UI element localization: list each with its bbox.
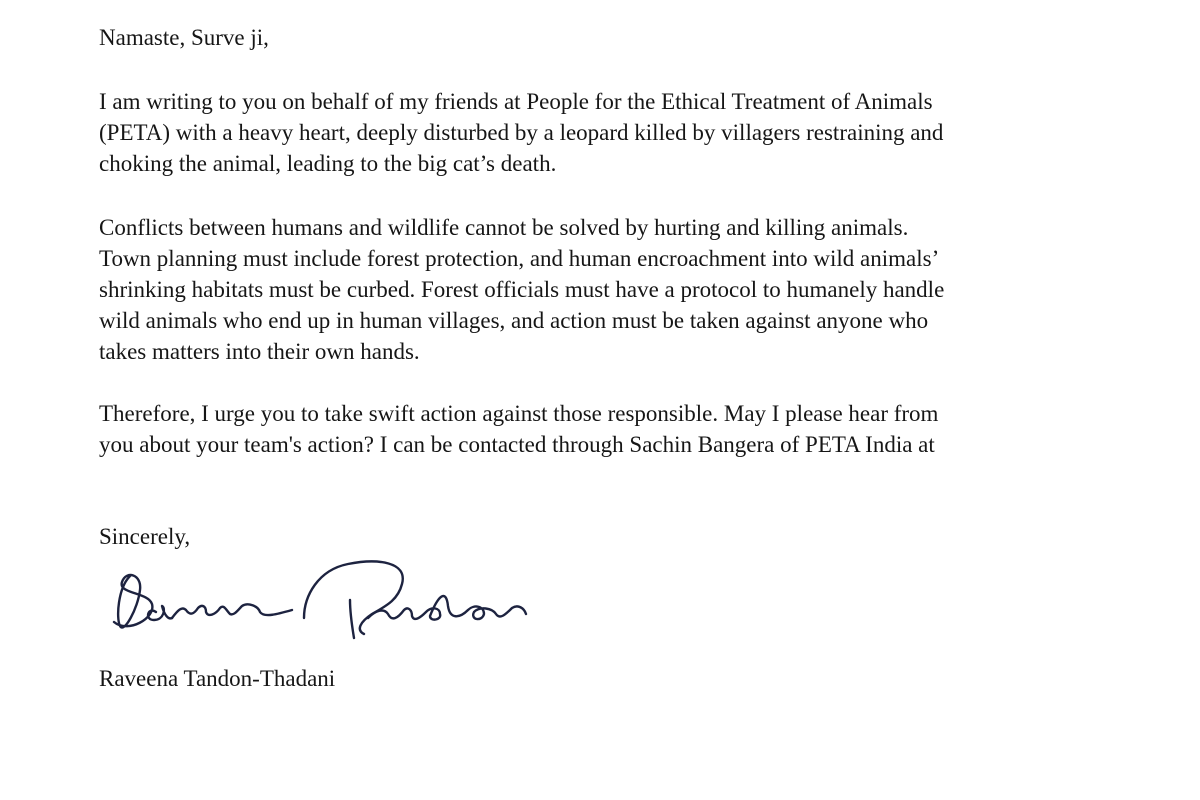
paragraph-2-line-4: wild animals who end up in human villages, and action must be taken against anyone who bbox=[99, 308, 929, 333]
paragraph-1-line-2: (PETA) with a heavy heart, deeply disturbed by a leopard killed by villagers restraining and bbox=[99, 120, 944, 145]
handwritten-signature bbox=[108, 548, 548, 658]
closing: Sincerely, bbox=[99, 524, 191, 549]
paragraph-3-line-1: Therefore, I urge you to take swift action against those responsible. May I please hear from bbox=[99, 401, 939, 426]
paragraph-2-line-3: shrinking habitats must be curbed. Forest officials must have a protocol to humanely handle bbox=[99, 277, 945, 302]
paragraph-3-line-2: you about your team's action? I can be contacted through Sachin Bangera of PETA India at bbox=[99, 432, 935, 457]
paragraph-1-line-1: I am writing to you on behalf of my friends at People for the Ethical Treatment of Animals bbox=[99, 89, 933, 114]
paragraph-2-line-1: Conflicts between humans and wildlife cannot be solved by hurting and killing animals. bbox=[99, 215, 909, 240]
paragraph-2-line-2: Town planning must include forest protection, and human encroachment into wild animals’ bbox=[99, 246, 940, 271]
paragraph-1-line-3: choking the animal, leading to the big cat’s death. bbox=[99, 151, 557, 176]
salutation: Namaste, Surve ji, bbox=[99, 25, 269, 50]
paragraph-2-line-5: takes matters into their own hands. bbox=[99, 339, 420, 364]
signatory-name: Raveena Tandon-Thadani bbox=[99, 666, 336, 691]
